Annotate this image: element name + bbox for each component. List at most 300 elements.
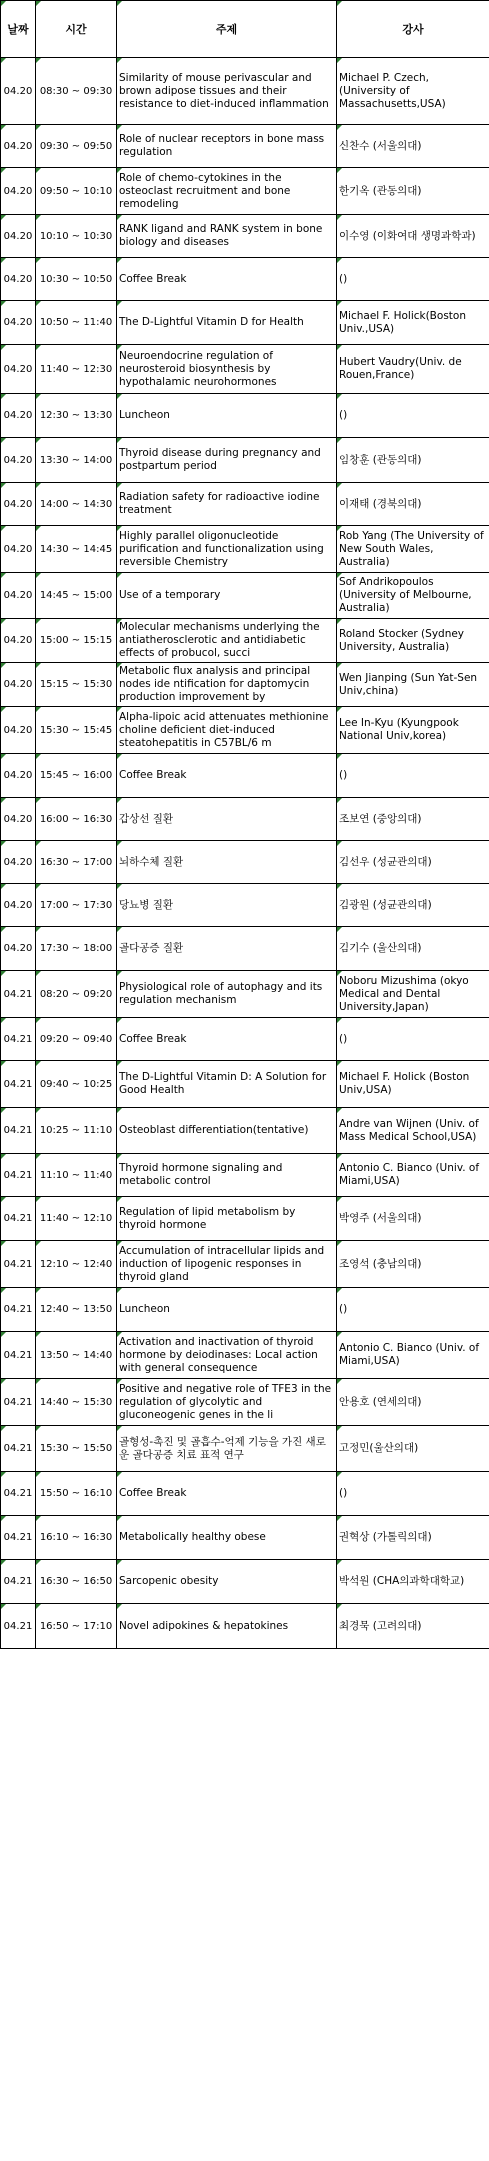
cell-date <box>1 1018 36 1061</box>
cell-marker-icon <box>337 526 342 531</box>
cell-speaker-text: 권혁상 (가톨릭의대) <box>339 1531 432 1543</box>
cell-date-text: 04.20 <box>3 856 33 868</box>
cell-time <box>36 884 117 927</box>
cell-time-text: 16:30 ~ 17:00 <box>39 856 113 868</box>
cell-date-text: 04.20 <box>3 317 33 328</box>
cell-marker-icon <box>117 1108 122 1113</box>
cell-marker-icon <box>117 1379 122 1384</box>
header-topic <box>117 1 337 58</box>
cell-speaker-text: () <box>339 769 348 781</box>
cell-speaker-text: () <box>339 1032 348 1045</box>
cell-speaker <box>337 526 489 573</box>
cell-speaker <box>337 394 489 438</box>
table-row <box>1 1516 489 1560</box>
cell-time <box>36 1241 117 1288</box>
cell-marker-icon <box>337 168 342 173</box>
cell-time-text: 09:30 ~ 09:50 <box>39 140 113 152</box>
cell-topic-text: Novel adipokines & hepatokines <box>119 1619 289 1632</box>
cell-topic-text: Coffee Break <box>119 1487 187 1499</box>
cell-date-text: 04.21 <box>3 1033 33 1045</box>
header-date-label: 날짜 <box>7 22 29 36</box>
cell-marker-icon <box>337 58 342 63</box>
cell-date <box>1 798 36 841</box>
cell-time <box>36 841 117 884</box>
cell-marker-icon <box>117 1018 122 1023</box>
cell-marker-icon <box>337 971 342 976</box>
cell-date <box>1 927 36 971</box>
cell-marker-icon <box>1 1 6 6</box>
cell-marker-icon <box>1 1560 6 1565</box>
cell-date <box>1 483 36 526</box>
cell-time <box>36 526 117 573</box>
cell-marker-icon <box>36 438 41 443</box>
table-row <box>1 125 489 168</box>
cell-marker-icon <box>1 663 6 668</box>
cell-date <box>1 754 36 798</box>
cell-marker-icon <box>117 438 122 443</box>
table-row <box>1 707 489 754</box>
cell-marker-icon <box>337 258 342 263</box>
cell-time <box>36 1472 117 1516</box>
cell-time <box>36 1197 117 1241</box>
cell-time <box>36 1061 117 1108</box>
cell-date-text: 04.21 <box>3 1576 33 1587</box>
table-row <box>1 884 489 927</box>
cell-marker-icon <box>36 798 41 803</box>
cell-topic-text: Metabolically healthy obese <box>119 1531 266 1543</box>
cell-date-text: 04.20 <box>3 85 33 97</box>
cell-marker-icon <box>337 619 342 624</box>
cell-time <box>36 1332 117 1379</box>
cell-date <box>1 1560 36 1604</box>
cell-marker-icon <box>337 438 342 443</box>
cell-date <box>1 1379 36 1426</box>
cell-marker-icon <box>337 1018 342 1023</box>
cell-marker-icon <box>1 841 6 846</box>
cell-date-text: 04.20 <box>3 899 33 911</box>
cell-marker-icon <box>36 258 41 263</box>
cell-marker-icon <box>1 125 6 130</box>
cell-topic <box>117 345 337 394</box>
cell-time <box>36 663 117 707</box>
cell-marker-icon <box>1 927 6 932</box>
cell-time <box>36 1154 117 1197</box>
cell-topic-text: Coffee Break <box>119 272 187 285</box>
cell-topic <box>117 663 337 707</box>
cell-time-text: 16:50 ~ 17:10 <box>39 1620 113 1632</box>
cell-date-text: 04.20 <box>3 943 33 954</box>
cell-topic <box>117 754 337 798</box>
table-row <box>1 1288 489 1332</box>
cell-speaker-text: 김기수 (울산의대) <box>339 942 422 954</box>
cell-topic-text: Thyroid hormone signaling and metabolic control <box>119 1162 283 1187</box>
cell-topic-text: Role of nuclear receptors in bone mass regulation <box>119 133 325 158</box>
cell-topic-text: Role of chemo-cytokines in the osteoclast recruitment and bone remodeling <box>119 171 291 210</box>
cell-topic <box>117 1018 337 1061</box>
cell-date-text: 04.21 <box>3 1078 33 1090</box>
cell-time-text: 17:00 ~ 17:30 <box>39 899 113 911</box>
cell-marker-icon <box>117 1516 122 1521</box>
cell-time <box>36 125 117 168</box>
cell-speaker-text: Antonio C. Bianco (Univ. of Miami,USA) <box>339 1162 480 1187</box>
cell-date <box>1 215 36 258</box>
cell-time-text: 15:00 ~ 15:15 <box>39 635 113 646</box>
cell-marker-icon <box>337 1 342 6</box>
cell-marker-icon <box>337 754 342 759</box>
cell-marker-icon <box>1 798 6 803</box>
cell-date <box>1 1472 36 1516</box>
table-row <box>1 1197 489 1241</box>
cell-marker-icon <box>337 483 342 488</box>
cell-marker-icon <box>117 884 122 889</box>
cell-marker-icon <box>36 125 41 130</box>
cell-time-text: 14:30 ~ 14:45 <box>39 543 113 555</box>
cell-topic <box>117 1288 337 1332</box>
cell-speaker-text: Michael F. Holick (Boston Univ,USA) <box>339 1071 470 1096</box>
cell-time-text: 15:50 ~ 16:10 <box>39 1488 113 1499</box>
table-row <box>1 1379 489 1426</box>
cell-topic-text: 골다공증 질환 <box>119 942 184 954</box>
cell-speaker-text: () <box>339 1303 348 1315</box>
cell-topic-text: Similarity of mouse perivascular and brown adipose tissues and their resistance to diet-induced inflammation <box>119 71 329 110</box>
cell-marker-icon <box>36 1560 41 1565</box>
cell-topic <box>117 707 337 754</box>
cell-marker-icon <box>36 1154 41 1159</box>
table-row <box>1 619 489 663</box>
cell-marker-icon <box>1 971 6 976</box>
cell-speaker-text: 고정민(울산의대) <box>339 1442 419 1454</box>
cell-marker-icon <box>117 1241 122 1246</box>
cell-time-text: 14:40 ~ 15:30 <box>39 1396 113 1408</box>
cell-marker-icon <box>337 1332 342 1337</box>
cell-topic <box>117 526 337 573</box>
cell-topic-text: Osteoblast differentiation(tentative) <box>119 1124 309 1136</box>
cell-time-text: 12:10 ~ 12:40 <box>39 1258 113 1270</box>
cell-marker-icon <box>337 215 342 220</box>
cell-time <box>36 754 117 798</box>
cell-topic <box>117 1560 337 1604</box>
cell-topic <box>117 1061 337 1108</box>
header-time <box>36 1 117 58</box>
cell-date-text: 04.21 <box>3 1169 33 1181</box>
cell-speaker-text: 박석원 (CHA의과학대학교) <box>339 1575 465 1587</box>
cell-time <box>36 707 117 754</box>
cell-marker-icon <box>337 125 342 130</box>
cell-date <box>1 394 36 438</box>
cell-topic-text: 골형성-촉진 및 골흡수-억제 기능을 가진 새로운 골다공증 치료 표적 연구 <box>119 1435 326 1461</box>
cell-speaker <box>337 215 489 258</box>
cell-topic <box>117 927 337 971</box>
cell-marker-icon <box>117 663 122 668</box>
cell-marker-icon <box>117 1332 122 1337</box>
table-row <box>1 258 489 301</box>
cell-marker-icon <box>117 971 122 976</box>
cell-marker-icon <box>337 884 342 889</box>
cell-topic <box>117 168 337 215</box>
table-row <box>1 1108 489 1154</box>
cell-time-text: 10:25 ~ 11:10 <box>39 1125 113 1136</box>
cell-date-text: 04.21 <box>3 1213 33 1224</box>
cell-topic <box>117 1472 337 1516</box>
cell-topic-text: 뇌하수체 질환 <box>119 855 184 868</box>
cell-marker-icon <box>117 394 122 399</box>
cell-marker-icon <box>36 1426 41 1431</box>
cell-speaker <box>337 1241 489 1288</box>
cell-marker-icon <box>1 619 6 624</box>
cell-speaker-text: Noboru Mizushima (okyo Medical and Dental University,Japan) <box>339 974 469 1013</box>
cell-time-text: 13:30 ~ 14:00 <box>39 454 113 466</box>
cell-marker-icon <box>117 798 122 803</box>
cell-date <box>1 1288 36 1332</box>
cell-marker-icon <box>337 798 342 803</box>
cell-marker-icon <box>337 1108 342 1113</box>
cell-date-text: 04.20 <box>3 679 33 690</box>
cell-topic <box>117 394 337 438</box>
cell-speaker-text: 박영주 (서울의대) <box>339 1212 422 1224</box>
cell-time <box>36 58 117 125</box>
cell-marker-icon <box>36 707 41 712</box>
cell-speaker <box>337 1154 489 1197</box>
cell-marker-icon <box>337 1560 342 1565</box>
cell-speaker-text: Roland Stocker (Sydney University, Australia) <box>339 627 465 653</box>
cell-marker-icon <box>1 1108 6 1113</box>
cell-time-text: 11:40 ~ 12:30 <box>39 363 113 375</box>
table-row <box>1 841 489 884</box>
cell-marker-icon <box>36 58 41 63</box>
cell-marker-icon <box>117 841 122 846</box>
cell-marker-icon <box>117 1061 122 1066</box>
table-row <box>1 526 489 573</box>
cell-speaker <box>337 663 489 707</box>
cell-marker-icon <box>1 754 6 759</box>
cell-marker-icon <box>1 884 6 889</box>
cell-speaker <box>337 707 489 754</box>
cell-marker-icon <box>36 1379 41 1384</box>
cell-date-text: 04.21 <box>3 1304 33 1315</box>
cell-speaker <box>337 1332 489 1379</box>
cell-speaker-text: 김광원 (성균관의대) <box>339 898 432 911</box>
cell-marker-icon <box>1 1061 6 1066</box>
cell-marker-icon <box>36 301 41 306</box>
cell-speaker-text: 조영석 (충남의대) <box>339 1257 422 1270</box>
cell-topic <box>117 573 337 619</box>
cell-marker-icon <box>1 215 6 220</box>
cell-date-text: 04.20 <box>3 410 33 421</box>
cell-topic <box>117 1516 337 1560</box>
cell-marker-icon <box>36 841 41 846</box>
cell-topic-text: RANK ligand and RANK system in bone biology and diseases <box>119 223 323 248</box>
cell-date-text: 04.20 <box>3 813 33 825</box>
cell-date <box>1 1108 36 1154</box>
cell-topic <box>117 1108 337 1154</box>
cell-time-text: 15:15 ~ 15:30 <box>39 679 113 690</box>
cell-marker-icon <box>36 1018 41 1023</box>
cell-date <box>1 1332 36 1379</box>
cell-topic <box>117 58 337 125</box>
cell-marker-icon <box>36 1241 41 1246</box>
cell-time-text: 16:10 ~ 16:30 <box>39 1532 113 1543</box>
table-row <box>1 301 489 345</box>
cell-date <box>1 971 36 1018</box>
cell-time-text: 09:50 ~ 10:10 <box>39 185 113 197</box>
cell-marker-icon <box>1 707 6 712</box>
cell-marker-icon <box>337 1241 342 1246</box>
cell-marker-icon <box>36 754 41 759</box>
cell-marker-icon <box>36 526 41 531</box>
cell-speaker-text: Antonio C. Bianco (Univ. of Miami,USA) <box>339 1342 480 1367</box>
cell-speaker <box>337 927 489 971</box>
cell-time-text: 11:10 ~ 11:40 <box>39 1169 113 1181</box>
cell-topic-text: Thyroid disease during pregnancy and postpartum period <box>119 447 321 472</box>
header-speaker <box>337 1 489 58</box>
cell-speaker <box>337 258 489 301</box>
cell-topic <box>117 1604 337 1649</box>
cell-date-text: 04.21 <box>3 1620 33 1632</box>
table-row <box>1 1061 489 1108</box>
cell-topic-text: Radiation safety for radioactive iodine treatment <box>119 491 320 516</box>
cell-marker-icon <box>117 1426 122 1431</box>
cell-marker-icon <box>1 1604 6 1609</box>
cell-topic-text: The D-Lightful Vitamin D for Health <box>119 316 304 328</box>
cell-date-text: 04.20 <box>3 543 33 555</box>
cell-topic-text: Regulation of lipid metabolism by thyroid hormone <box>119 1205 296 1231</box>
cell-date <box>1 1061 36 1108</box>
cell-topic <box>117 884 337 927</box>
cell-marker-icon <box>36 394 41 399</box>
cell-speaker <box>337 884 489 927</box>
cell-marker-icon <box>117 1197 122 1202</box>
cell-speaker <box>337 1560 489 1604</box>
cell-speaker <box>337 971 489 1018</box>
cell-speaker <box>337 1516 489 1560</box>
cell-marker-icon <box>1 168 6 173</box>
cell-marker-icon <box>117 168 122 173</box>
cell-time <box>36 1108 117 1154</box>
cell-date-text: 04.21 <box>3 1443 33 1454</box>
cell-date <box>1 438 36 483</box>
cell-time <box>36 483 117 526</box>
cell-topic <box>117 971 337 1018</box>
cell-marker-icon <box>117 215 122 220</box>
cell-marker-icon <box>337 1288 342 1293</box>
header-topic-label: 주제 <box>215 22 238 36</box>
table-row <box>1 754 489 798</box>
cell-marker-icon <box>117 927 122 932</box>
header-date <box>1 1 36 58</box>
cell-marker-icon <box>117 1288 122 1293</box>
cell-speaker <box>337 1197 489 1241</box>
cell-marker-icon <box>36 1108 41 1113</box>
cell-topic-text: Luncheon <box>119 1303 170 1315</box>
cell-topic-text: Positive and negative role of TFE3 in the regulation of glycolytic and gluconeogenic genes in the li <box>119 1382 332 1421</box>
cell-marker-icon <box>36 168 41 173</box>
cell-marker-icon <box>117 1472 122 1477</box>
cell-marker-icon <box>117 125 122 130</box>
cell-date <box>1 301 36 345</box>
cell-date <box>1 1241 36 1288</box>
cell-speaker-text: () <box>339 1487 348 1499</box>
cell-speaker-text: Sof Andrikopoulos (University of Melbourne, Australia) <box>339 576 472 614</box>
cell-marker-icon <box>36 1 41 6</box>
cell-time <box>36 619 117 663</box>
cell-speaker <box>337 1061 489 1108</box>
cell-speaker <box>337 345 489 394</box>
cell-marker-icon <box>117 1154 122 1159</box>
cell-speaker-text: 이수영 (이화여대 생명과학과) <box>339 229 476 242</box>
cell-time-text: 10:30 ~ 10:50 <box>39 273 113 285</box>
cell-time <box>36 971 117 1018</box>
cell-marker-icon <box>1 1516 6 1521</box>
cell-speaker <box>337 1018 489 1061</box>
table-row <box>1 798 489 841</box>
cell-marker-icon <box>1 1241 6 1246</box>
cell-date-text: 04.21 <box>3 1349 33 1361</box>
cell-date-text: 04.21 <box>3 1396 33 1408</box>
cell-date-text: 04.20 <box>3 635 33 646</box>
cell-marker-icon <box>36 1332 41 1337</box>
cell-speaker-text: 최경묵 (고려의대) <box>339 1619 422 1632</box>
cell-time-text: 08:30 ~ 09:30 <box>39 85 113 97</box>
cell-marker-icon <box>1 1379 6 1384</box>
cell-speaker-text: 한기옥 (관동의대) <box>339 184 422 197</box>
cell-marker-icon <box>36 884 41 889</box>
cell-time <box>36 1426 117 1472</box>
cell-topic-text: Activation and inactivation of thyroid hormone by deiodinases: Local action with general consequence <box>119 1335 318 1374</box>
cell-speaker-text: 안용호 (연세의대) <box>339 1395 422 1408</box>
cell-speaker <box>337 438 489 483</box>
cell-marker-icon <box>1 345 6 350</box>
cell-speaker <box>337 573 489 619</box>
cell-marker-icon <box>1 301 6 306</box>
cell-marker-icon <box>337 394 342 399</box>
cell-speaker <box>337 754 489 798</box>
cell-time-text: 11:40 ~ 12:10 <box>39 1213 113 1224</box>
cell-date <box>1 168 36 215</box>
cell-marker-icon <box>36 1472 41 1477</box>
cell-marker-icon <box>36 619 41 624</box>
cell-time-text: 10:50 ~ 11:40 <box>39 317 113 328</box>
cell-speaker <box>337 301 489 345</box>
cell-marker-icon <box>337 663 342 668</box>
cell-marker-icon <box>36 1197 41 1202</box>
cell-topic <box>117 841 337 884</box>
cell-marker-icon <box>117 573 122 578</box>
cell-date <box>1 58 36 125</box>
cell-marker-icon <box>36 1516 41 1521</box>
table-row <box>1 1332 489 1379</box>
cell-marker-icon <box>36 483 41 488</box>
cell-topic <box>117 301 337 345</box>
cell-date <box>1 619 36 663</box>
cell-speaker-text: Michael P. Czech, (University of Massachusetts,USA) <box>339 71 446 110</box>
cell-date-text: 04.20 <box>3 273 33 285</box>
cell-marker-icon <box>117 301 122 306</box>
cell-time <box>36 1379 117 1426</box>
cell-time-text: 14:00 ~ 14:30 <box>39 498 113 510</box>
cell-date-text: 04.20 <box>3 454 33 466</box>
cell-marker-icon <box>337 841 342 846</box>
cell-time-text: 15:30 ~ 15:45 <box>39 724 113 736</box>
table-row <box>1 1426 489 1472</box>
cell-date <box>1 884 36 927</box>
cell-date-text: 04.21 <box>3 1258 33 1270</box>
cell-marker-icon <box>117 526 122 531</box>
cell-marker-icon <box>1 483 6 488</box>
cell-topic <box>117 1332 337 1379</box>
cell-topic-text: Alpha-lipoic acid attenuates methionine choline deficient diet-induced steatohepatitis in C57BL/6 m <box>119 710 329 749</box>
cell-date-text: 04.21 <box>3 1488 33 1499</box>
cell-speaker <box>337 1108 489 1154</box>
